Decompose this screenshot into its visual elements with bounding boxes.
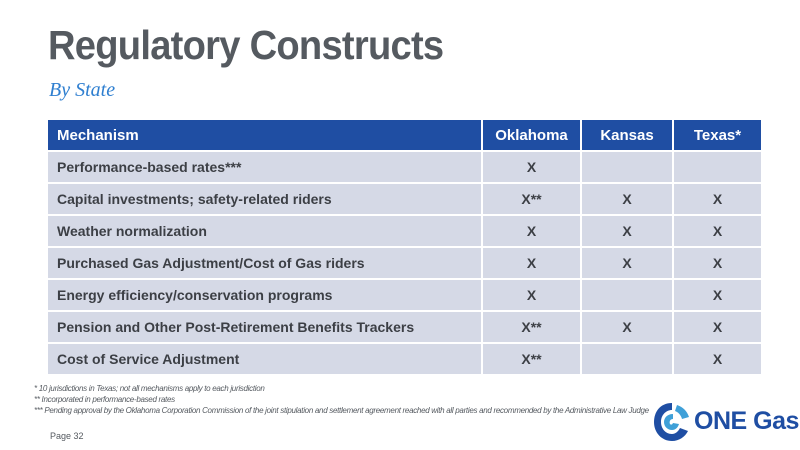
mechanism-cell: Energy efficiency/conservation programs [48, 279, 482, 311]
table-row [48, 215, 761, 247]
header-texas: Texas* [673, 120, 761, 151]
table-row [48, 151, 761, 183]
page-number: Page 32 [50, 431, 84, 441]
footnote-triple-asterisk: *** Pending approval by the Oklahoma Corporation Commission of the joint stipulation and settlement agreement reached with all parties and recommended by the Administrative Law Judge [34, 406, 649, 415]
oklahoma-cell: X [482, 215, 581, 247]
page-title: Regulatory Constructs [48, 22, 444, 68]
texas-cell: X [673, 311, 761, 343]
oklahoma-cell: X [482, 247, 581, 279]
table-row [48, 311, 761, 343]
footnotes [34, 383, 649, 416]
kansas-cell [581, 343, 673, 374]
page-subtitle: By State [49, 79, 116, 101]
oklahoma-cell: X [482, 279, 581, 311]
texas-cell: X [673, 279, 761, 311]
kansas-cell: X [581, 183, 673, 215]
table-row [48, 343, 761, 374]
header-oklahoma: Oklahoma [482, 120, 581, 151]
table-row [48, 183, 761, 215]
footnote-texas: * 10 jurisdictions in Texas; not all mechanisms apply to each jurisdiction [34, 384, 265, 393]
oklahoma-cell: X** [482, 183, 581, 215]
texas-cell: X [673, 183, 761, 215]
oklahoma-cell: X** [482, 311, 581, 343]
mechanism-cell: Pension and Other Post-Retirement Benefits Trackers [48, 311, 482, 343]
oklahoma-cell: X** [482, 343, 581, 374]
mechanism-cell: Weather normalization [48, 215, 482, 247]
table-row [48, 279, 761, 311]
texas-cell: X [673, 247, 761, 279]
one-gas-logo-text: ONE Gas [694, 407, 799, 435]
texas-cell: X [673, 215, 761, 247]
footnote-double-asterisk: ** Incorporated in performance-based rates [34, 395, 175, 404]
texas-cell: X [673, 343, 761, 374]
kansas-cell: X [581, 311, 673, 343]
kansas-cell: X [581, 247, 673, 279]
kansas-cell [581, 279, 673, 311]
kansas-cell: X [581, 215, 673, 247]
header-mechanism: Mechanism [48, 120, 482, 151]
kansas-cell [581, 151, 673, 183]
texas-cell [673, 151, 761, 183]
table-row [48, 247, 761, 279]
one-gas-logo [651, 400, 799, 444]
flame-swirl-logo-icon [651, 400, 693, 444]
mechanism-cell: Purchased Gas Adjustment/Cost of Gas riders [48, 247, 482, 279]
mechanism-cell: Cost of Service Adjustment [48, 343, 482, 374]
mechanism-cell: Performance-based rates*** [48, 151, 482, 183]
oklahoma-cell: X [482, 151, 581, 183]
header-kansas: Kansas [581, 120, 673, 151]
regulatory-mechanisms-table [48, 120, 761, 374]
table-header-row [48, 120, 761, 151]
mechanism-cell: Capital investments; safety-related riders [48, 183, 482, 215]
